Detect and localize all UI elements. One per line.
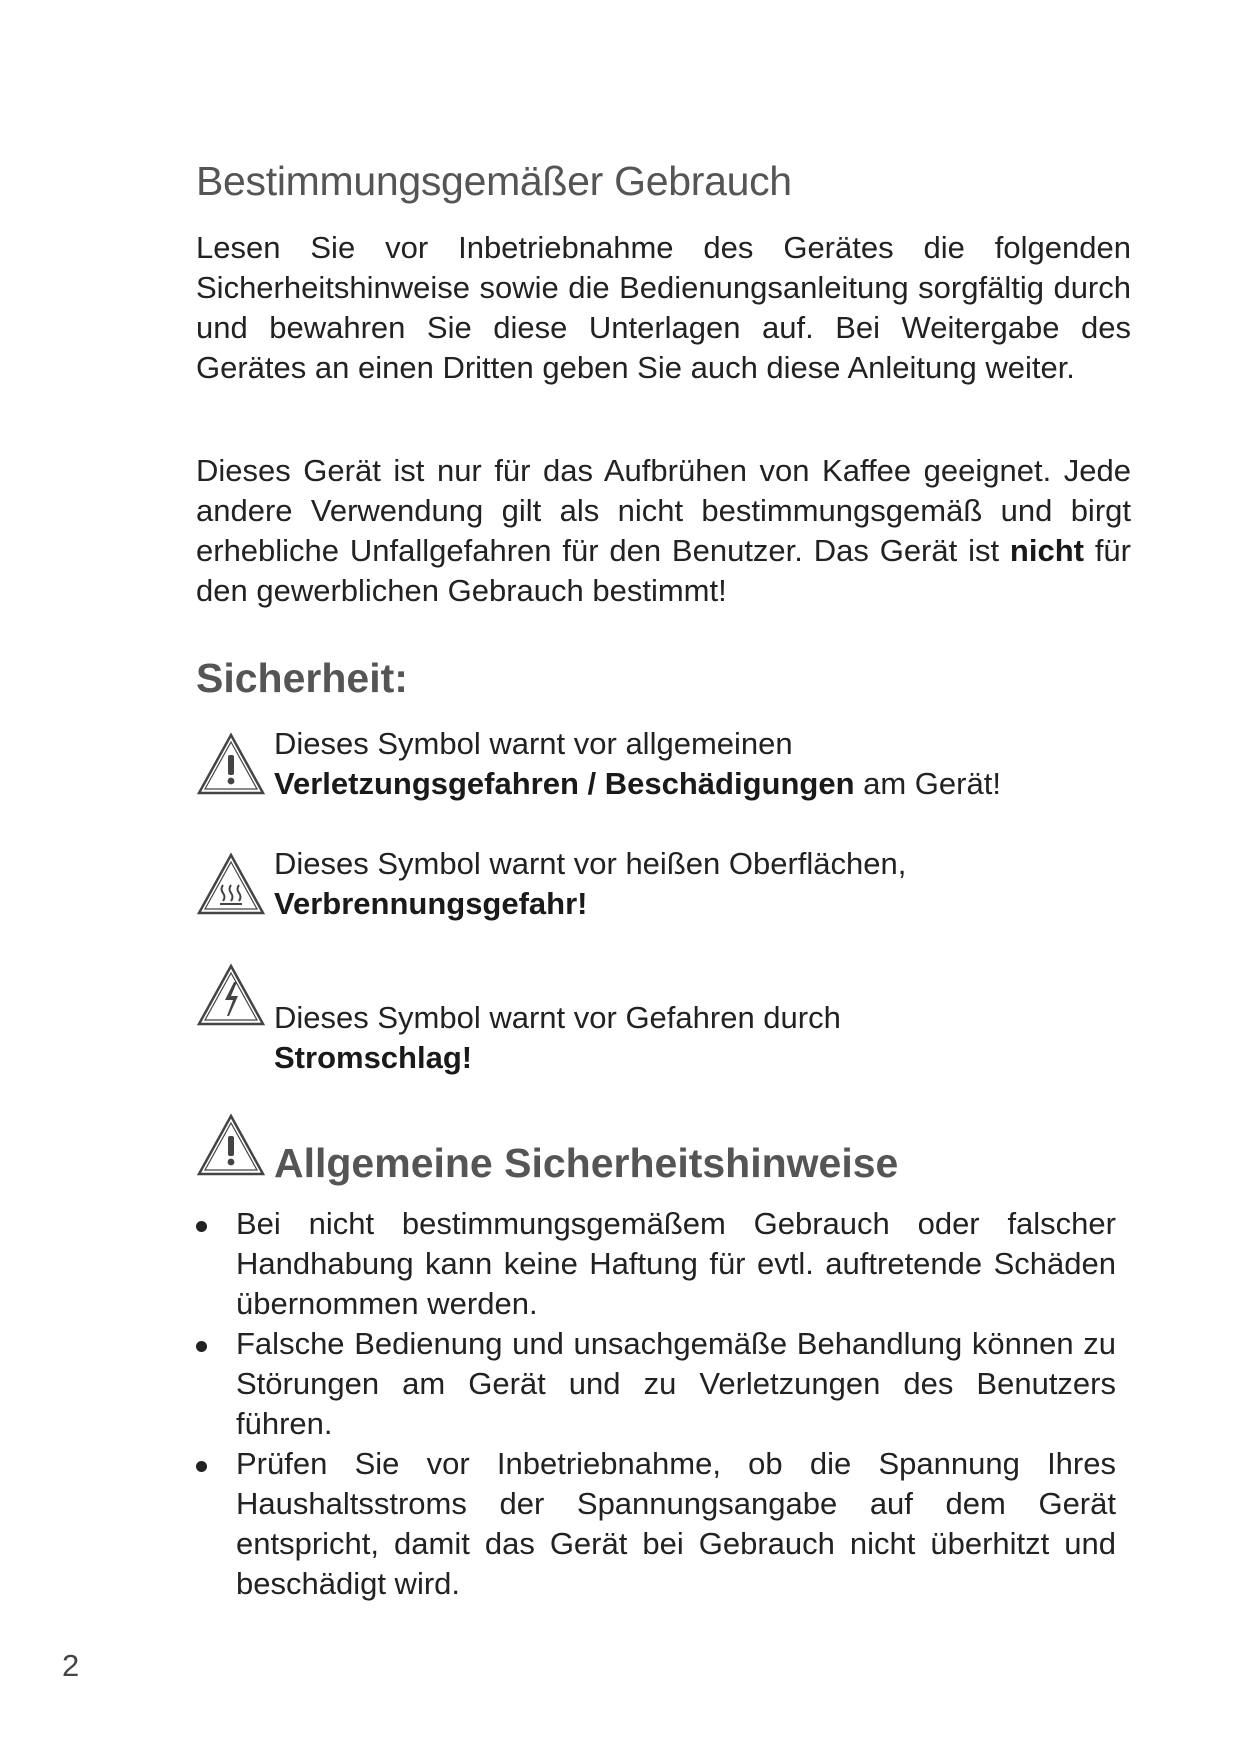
warning-text-b: am Gerät! [854,766,1001,801]
warning-text-bold: Verbrennungsgefahr! [274,886,588,921]
section-heading-safety: Sicherheit: [196,655,408,701]
general-safety-heading-row [196,1112,1136,1192]
electric-shock-warning-icon [196,962,266,1028]
exclamation-warning-icon [196,1112,266,1178]
bullet-icon [196,1221,207,1232]
list-item [196,1324,1116,1444]
usage-text-b: für den gewerblichen Gebrauch bestimmt! [196,533,1131,608]
bullet-icon [196,1341,207,1352]
usage-text-bold: nicht [1009,533,1084,568]
warning-text-a: Dieses Symbol warnt vor heißen Oberflächen, [274,846,907,881]
hot-surface-warning-icon [196,851,266,917]
list-item-text: Prüfen Sie vor Inbetriebnahme, ob die Spannung Ihres Haushaltsstroms der Spannungsangabe auf dem Gerät entspricht, damit das Gerät bei Gebrauch nicht überhitzt und beschädigt wird. [236,1446,1116,1601]
exclamation-warning-icon [196,731,266,797]
intro-paragraph: Lesen Sie vor Inbetriebnahme des Gerätes die folgenden Sicherheitshinweise sowie die Bedienungsanleitung sorgfältig durch und bewahren Sie diese Unterlagen auf. Bei Weitergabe des Gerätes an einen Dritten geben Sie auch diese Anleitung weiter. [196,230,1131,385]
warning-general-text [274,724,1034,804]
list-item [196,1444,1116,1604]
warning-text-bold: Stromschlag! [274,1040,473,1075]
warning-hot-surface-text [274,844,1034,924]
usage-text-a: Dieses Gerät ist nur für das Aufbrühen von Kaffee geeignet. Jede andere Verwendung gilt als nicht bestimmungsgemäß und birgt erhebliche Unfallgefahren für den Benutzer. Das Gerät ist [196,453,1131,568]
safety-bullet-list [196,1204,1136,1604]
section-heading-general-safety: Allgemeine Sicherheitshinweise [274,1140,899,1186]
list-item [196,1204,1116,1324]
warning-electric-shock-text [274,998,1034,1078]
list-item-text: Falsche Bedienung und unsachgemäße Behandlung können zu Störungen am Gerät und zu Verletzungen des Benutzers führen. [236,1326,1116,1441]
section-heading-intended-use: Bestimmungsgemäßer Gebrauch [196,158,792,204]
warning-text-a: Dieses Symbol warnt vor allgemeinen [274,726,793,761]
warning-text-bold: Verletzungsgefahren / Beschädigungen [274,766,855,801]
warning-text-a: Dieses Symbol warnt vor Gefahren durch [274,1000,841,1035]
list-item-text: Bei nicht bestimmungsgemäßem Gebrauch oder falscher Handhabung kann keine Haftung für evtl. auftretende Schäden übernommen werden. [236,1206,1116,1321]
bullet-icon [196,1461,207,1472]
usage-paragraph [196,451,1131,611]
page-number: 2 [62,1648,80,1683]
